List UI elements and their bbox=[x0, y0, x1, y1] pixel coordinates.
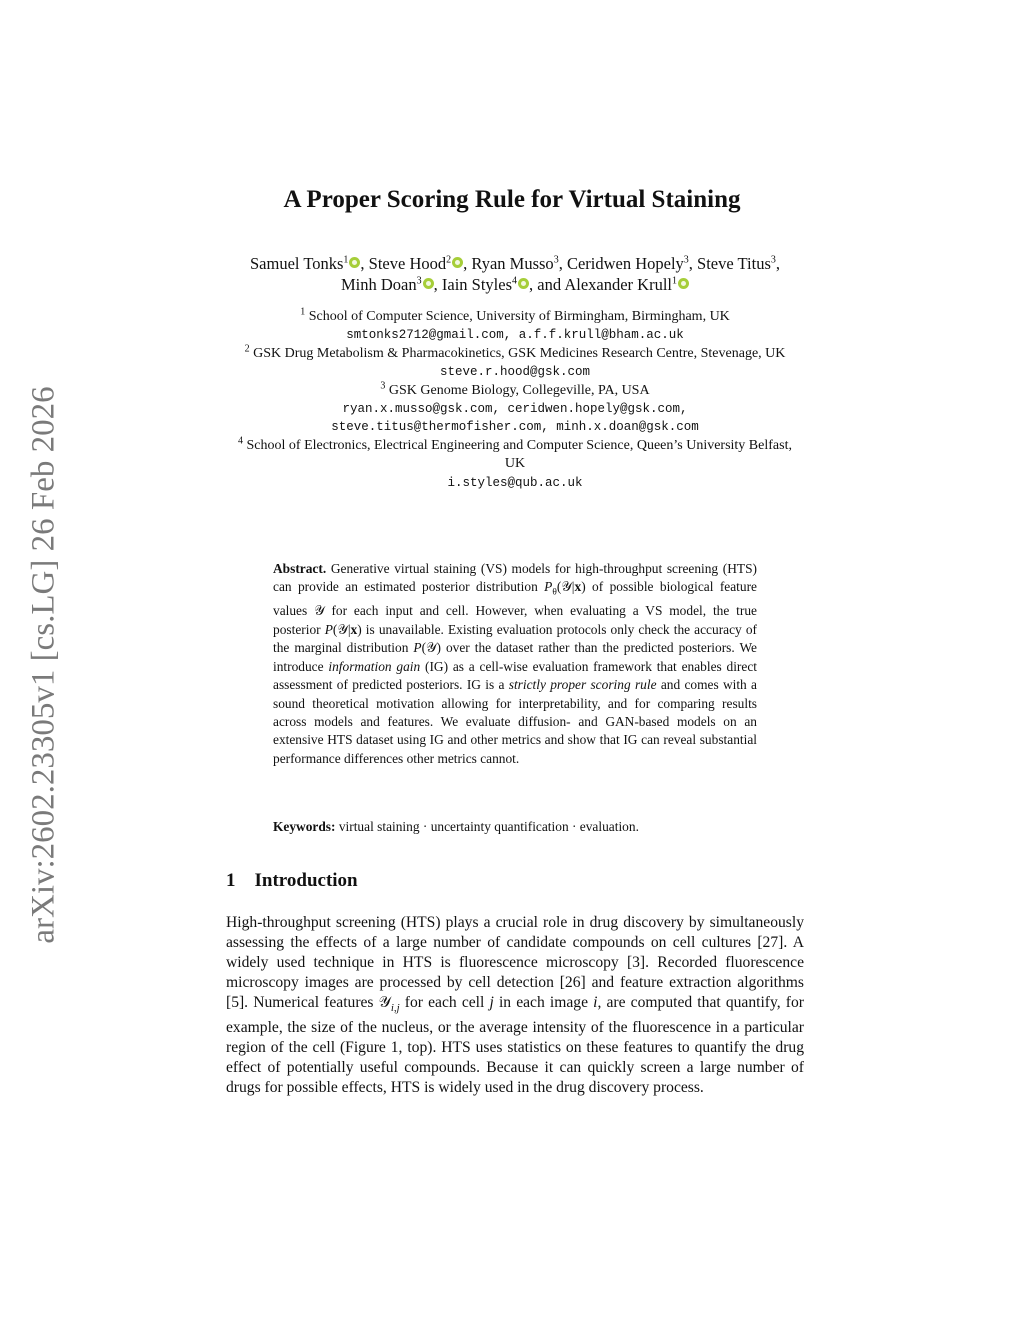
author-separator: , bbox=[360, 254, 369, 273]
author-separator: , bbox=[558, 254, 567, 273]
abstract-label: Abstract. bbox=[273, 561, 327, 576]
section-heading bbox=[226, 870, 358, 892]
affiliation-text: School of Computer Science, University of Birmingham, Birmingham, UK bbox=[308, 309, 730, 324]
section-number: 1 bbox=[226, 870, 236, 891]
text-run: Generative virtual staining (VS) models for high-throughput screening (HTS) can provide an estimated posterior distribution bbox=[273, 561, 757, 595]
emphasis: information gain bbox=[328, 658, 421, 674]
affiliation-email: steve.titus@thermofisher.com, minh.x.doan@gsk.com bbox=[331, 420, 699, 435]
affiliation-email: i.styles@qub.ac.uk bbox=[447, 475, 583, 490]
section-title: Introduction bbox=[254, 870, 358, 891]
author-affiliation-mark: 1 bbox=[671, 275, 677, 287]
math-subscript: i,j bbox=[390, 1002, 400, 1015]
author-name: Steve Hood bbox=[368, 254, 447, 273]
author-name: Steve Titus bbox=[697, 254, 771, 273]
abstract-text bbox=[273, 561, 757, 766]
author-separator: , bbox=[463, 254, 472, 273]
emphasis: j bbox=[489, 994, 494, 1011]
affiliation-number: 1 bbox=[300, 306, 306, 318]
author-name: Minh Doan bbox=[341, 275, 417, 294]
orcid-icon bbox=[518, 278, 529, 289]
affiliation-number: 4 bbox=[238, 435, 244, 447]
text-run: (𝒴| bbox=[332, 621, 351, 637]
author-name: Ceridwen Hopely bbox=[566, 254, 684, 273]
author-affiliation-mark: 3 bbox=[770, 254, 776, 266]
orcid-icon bbox=[349, 257, 360, 268]
keywords bbox=[273, 819, 757, 835]
text-run: High-throughput screening (HTS) plays a crucial role in drug discovery by simultaneously assessing the effects of a large number of candidate compounds on cell cultures [27]. A widely used technique in HTS is fluorescence microscopy [3]. Recorded fluorescence microscopy images are processed by cell detection [26] and feature extraction algorithms [5]. Numerical features 𝒴 bbox=[226, 914, 804, 1011]
affiliation-email: steve.r.hood@gsk.com bbox=[439, 365, 591, 380]
author-affiliation-mark: 3 bbox=[683, 254, 689, 266]
text-run: and comes with a sound theoretical motivation allowing for interpretability, and for comparing results across models and features. We evaluate diffusion- and GAN-based models on an extensive HTS dataset using IG and other metrics and show that IG can reveal substantial performance differences other metrics cannot. bbox=[273, 677, 757, 766]
arxiv-identifier: arXiv:2602.23305v1 [cs.LG] 26 Feb 2026 bbox=[25, 386, 62, 944]
affiliation-text: GSK Genome Biology, Collegeville, PA, USA bbox=[388, 382, 650, 398]
orcid-icon bbox=[678, 278, 689, 289]
author-separator: , bbox=[688, 254, 698, 273]
text-run: (𝒴| bbox=[556, 579, 575, 595]
author-separator: , and bbox=[529, 275, 565, 294]
emphasis: i bbox=[593, 994, 598, 1011]
text-run: (IG) as a cell-wise evaluation framework that enables direct assessment of predicted posteriors. IG is a bbox=[273, 658, 757, 693]
text-run: ) of possible biological feature values 𝒴 for each input and cell. However, when evaluating a VS model, the true posterior bbox=[273, 579, 757, 637]
author-separator: , bbox=[433, 275, 442, 294]
author-name: Iain Styles bbox=[441, 275, 513, 294]
affiliation-email: smtonks2712@gmail.com, a.f.f.krull@bham.ac.uk bbox=[346, 328, 684, 343]
arxiv-sidebar-stamp bbox=[18, 370, 70, 960]
orcid-icon bbox=[423, 278, 434, 289]
author-name: Ryan Musso bbox=[471, 254, 554, 273]
text-run: (𝒴) over the dataset rather than the predicted posteriors. We introduce bbox=[273, 640, 757, 674]
affiliation-text: School of Electronics, Electrical Engineering and Computer Science, Queen’s University Belfast, UK bbox=[246, 437, 792, 472]
emphasis: P bbox=[324, 621, 333, 637]
introduction-paragraph bbox=[226, 913, 804, 1098]
math-bold: x bbox=[350, 621, 358, 637]
math-subscript: θ bbox=[552, 588, 557, 599]
emphasis: P bbox=[544, 579, 553, 595]
text-run: , are computed that quantify, for example, the size of the nucleus, or the average intensity of the fluorescence in a particular region of the cell (Figure 1, top). HTS uses statistics on these features to quantify the drug effect of potentially useful compounds. Because it can quickly screen a large number of drugs for possible effects, HTS is widely used in the drug discovery process. bbox=[226, 994, 804, 1097]
affiliation bbox=[232, 379, 798, 400]
keywords-text: virtual staining · uncertainty quantification · evaluation. bbox=[335, 819, 639, 834]
author-name: Alexander Krull bbox=[564, 275, 672, 294]
affiliation-text: GSK Drug Metabolism & Pharmacokinetics, GSK Medicines Research Centre, Stevenage, UK bbox=[253, 345, 786, 361]
author-list bbox=[232, 253, 798, 295]
math-bold: x bbox=[574, 579, 582, 595]
text-run: in each image bbox=[493, 994, 594, 1011]
affiliation-number: 2 bbox=[244, 343, 250, 355]
author-affiliation-mark: 3 bbox=[553, 254, 559, 266]
text-run: ) is unavailable. Existing evaluation protocols only check the accuracy of the marginal distribution bbox=[273, 621, 757, 656]
author-affiliation-mark: 3 bbox=[416, 275, 422, 287]
abstract bbox=[273, 560, 757, 768]
text-run: for each cell bbox=[399, 994, 490, 1011]
author-affiliation-mark: 1 bbox=[343, 254, 349, 266]
affiliation-number: 3 bbox=[380, 379, 386, 391]
orcid-icon bbox=[452, 257, 463, 268]
author-name: Samuel Tonks bbox=[250, 254, 344, 273]
affiliation-email: ryan.x.musso@gsk.com, ceridwen.hopely@gsk.com, bbox=[342, 402, 688, 417]
author-separator: , bbox=[775, 254, 780, 273]
author-affiliation-mark: 4 bbox=[512, 275, 518, 287]
affiliation bbox=[232, 437, 798, 474]
affiliation bbox=[232, 345, 798, 363]
affiliation-list bbox=[232, 308, 798, 492]
emphasis: P bbox=[413, 640, 422, 656]
keywords-label: Keywords: bbox=[273, 819, 336, 834]
affiliation bbox=[232, 308, 798, 326]
emphasis: strictly proper scoring rule bbox=[508, 677, 657, 693]
author-affiliation-mark: 2 bbox=[446, 254, 452, 266]
paper-title: A Proper Scoring Rule for Virtual Staining bbox=[283, 186, 741, 213]
